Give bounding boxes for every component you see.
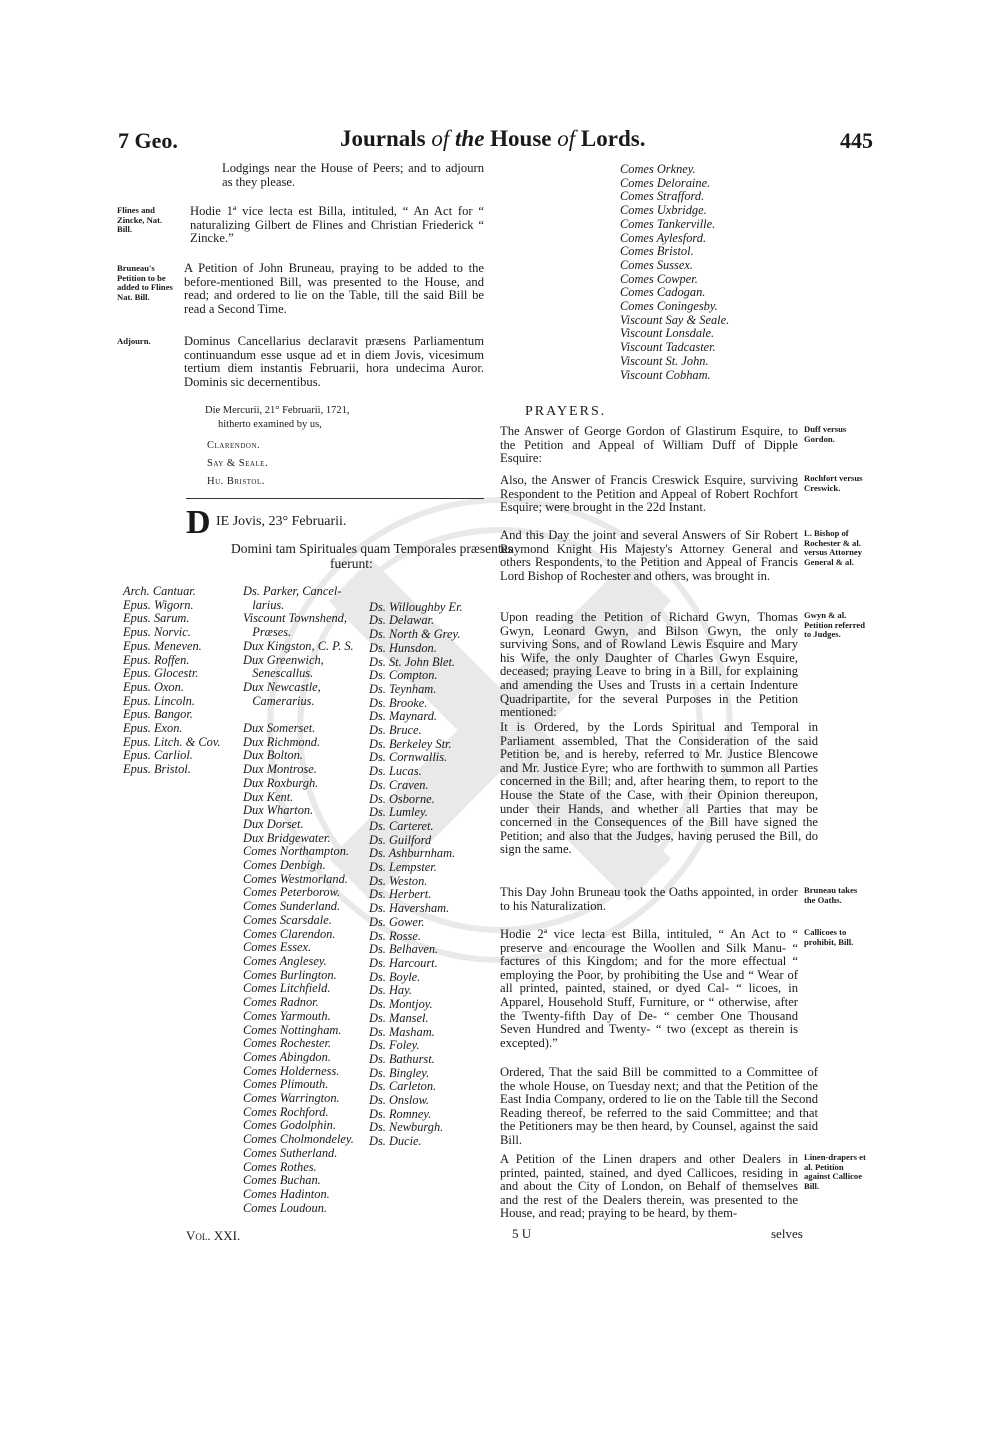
title-lords: Lords. <box>575 126 646 151</box>
peer-name: Comes Strafford. <box>620 189 705 204</box>
section-rule <box>186 498 484 499</box>
drop-cap: D <box>186 504 211 541</box>
peer-name: Ds. Delawar. <box>369 613 435 628</box>
margin-note-linen: Linen-drapers et al. Petition against Callicoe Bill. <box>804 1152 866 1191</box>
peer-name: Dux Dorset. <box>243 816 304 831</box>
adjourn-text: Dominus Cancellarius declaravit præsens Parliamentum continuandum esse usque ad et in diem Jovis, vicesimum tertium diem instantis Februarii, hora undecima Auror. Dominis sic decernentibus. <box>184 334 484 389</box>
peer-name: Comes Abingdon. <box>243 1049 331 1064</box>
date-heading: IE Jovis, 23° Februarii. <box>216 514 347 529</box>
peer-name: Epus. Bristol. <box>123 762 191 777</box>
peer-name: Ds. Craven. <box>369 777 429 792</box>
peer-name: Viscount Lonsdale. <box>620 326 715 341</box>
peer-name: Comes Denbigh. <box>243 858 326 873</box>
peer-name: Epus. Roffen. <box>123 652 190 667</box>
peer-name: Comes Burlington. <box>243 967 337 982</box>
peer-name: Comes Deloraine. <box>620 175 711 190</box>
page-number: 445 <box>840 128 873 153</box>
peer-name: Epus. Exon. <box>123 721 183 736</box>
peer-name: Comes Bristol. <box>620 244 694 259</box>
list-barons <box>369 587 463 1149</box>
running-head-title <box>340 126 645 152</box>
peer-name: Arch. Cantuar. <box>123 584 196 598</box>
peer-name: Epus. Bangor. <box>123 707 193 722</box>
peer-name: Comes Aylesford. <box>620 230 707 245</box>
peer-name: Dux Roxburgh. <box>243 775 319 790</box>
peer-name: Ds. Montjoy. <box>369 997 433 1012</box>
peer-name: Dux Somerset. <box>243 721 316 736</box>
peer-name: Epus. Oxon. <box>123 679 184 694</box>
presentes-line-1: Domini tam Spirituales quam Temporales præsentes <box>231 541 513 556</box>
margin-note-callicoes: Callicoes to prohibit, Bill. <box>804 927 854 947</box>
peer-name: Comes Sussex. <box>620 257 693 272</box>
bruneau-petition-text: A Petition of John Bruneau, praying to be added to the before-mentioned Bill, was presented to the House, and read; and ordered to lie on the Table, till the said Bill be read a Second Time. <box>184 261 484 316</box>
peer-name: Ds. Mansel. <box>369 1010 429 1025</box>
peer-name: Comes Northampton. <box>243 844 350 859</box>
peer-name: Ds. Bingley. <box>369 1065 430 1080</box>
peer-name: Comes Rochford. <box>243 1104 329 1119</box>
peer-name: Comes Litchfield. <box>243 981 331 996</box>
peer-name: Comes Cowper. <box>620 271 698 286</box>
peer-name: Dux Bolton. <box>243 748 303 763</box>
title-of-2: of <box>557 126 576 151</box>
peer-name: Dux Greenwich, <box>243 652 324 667</box>
peer-name: Ds. St. John Blet. <box>369 654 456 669</box>
peer-name: Comes Rochester. <box>243 1036 332 1051</box>
peer-name: Ds. Bruce. <box>369 723 422 738</box>
title-journals: Journals <box>340 126 426 151</box>
peer-name: Comes Westmorland. <box>243 871 348 886</box>
peer-name: Comes Warrington. <box>243 1091 340 1106</box>
peer-name: Ds. Lucas. <box>369 764 422 779</box>
intro-text: Lodgings near the House of Peers; and to adjourn as they please. <box>222 161 484 189</box>
peer-name: Comes Scarsdale. <box>243 912 332 927</box>
peer-name <box>243 708 354 722</box>
peer-name: Ds. Ducie. <box>369 1134 422 1149</box>
margin-note-gwyn: Gwyn & al. Petition referred to Judges. <box>804 610 866 640</box>
peer-name: Comes Holderness. <box>243 1063 340 1078</box>
volume-mark: Vol. XXI. <box>186 1228 241 1243</box>
margin-note-oaths: Bruneau takes the Oaths. <box>804 885 858 905</box>
list-bishops <box>123 585 221 777</box>
peer-name: Comes Hadinton. <box>243 1186 330 1201</box>
peer-name: Ds. Carteret. <box>369 818 434 833</box>
peer-name: Epus. Norvic. <box>123 625 191 640</box>
margin-note-flines: Flines and Zincke, Nat. Bill. <box>117 205 163 235</box>
running-head-regnal: 7 Geo. <box>118 128 178 153</box>
exam-line: hitherto examined by us, <box>218 419 322 430</box>
peer-name: Ds. Lempster. <box>369 860 437 875</box>
peer-name: Ds. Onslow. <box>369 1093 430 1108</box>
peer-name: Ds. Herbert. <box>369 887 432 902</box>
peer-name: Comes Plimouth. <box>243 1077 329 1092</box>
peer-name: Ds. Cornwallis. <box>369 750 448 765</box>
peer-name: Comes Sunderland. <box>243 899 341 914</box>
peer-name: Ds. Berkeley Str. <box>369 736 452 751</box>
peer-name: Ds. Ashburnham. <box>369 846 456 861</box>
peer-name: Comes Cholmondeley. <box>243 1132 354 1147</box>
peer-name: Comes Essex. <box>243 940 312 955</box>
peer-name: Epus. Litch. & Cov. <box>123 734 221 749</box>
peer-name: Comes Tankerville. <box>620 216 716 231</box>
catchword: selves <box>771 1226 803 1241</box>
peer-name: Ds. Weston. <box>369 873 428 888</box>
ordered-judges-text: It is Ordered, by the Lords Spiritual and Temporal in Parliament assembled, That the Consideration of the said Petition be, and is hereby, referred to Mr. Justice Blencowe and Mr. Justice Eyre; who are forthwith to summon all Parties concerned in the Bill; and, after hearing them, to report to the House the State of the Case, with their Opinion thereupon, under their Hands, and whether all Parties that may be concerned in the Consequences of the Bill have signed the Petition; and also that the Judges, having perused the Bill, do sign the same. <box>500 720 818 857</box>
peer-name: Comes Sutherland. <box>243 1145 338 1160</box>
peer-name: Comes Cadogan. <box>620 285 706 300</box>
peer-name: Ds. Compton. <box>369 668 438 683</box>
peer-name: Viscount Cobham. <box>620 367 711 382</box>
peer-name: Ds. Foley. <box>369 1038 420 1053</box>
gwyn-petition-text: Upon reading the Petition of Richard Gwyn, Thomas Gwyn, Leonard Gwyn, and Bilson Gwyn, the only surviving Sons, and of Rowland Lewis Esquire and Mary his Wife, the only Daughter of Charles Gwyn Esquire, deceased; praying Leave to bring in a Bill, for explaining and amending the Uses and Trusts in a certain Indenture Quadripartite, for the several Purposes in the Petition mentioned: <box>500 610 798 720</box>
peer-name <box>369 587 463 601</box>
peer-name: Ds. Rosse. <box>369 928 421 943</box>
peer-name: Ds. Willoughby Er. <box>369 599 463 614</box>
peer-name: Dux Wharton. <box>243 803 314 818</box>
peer-name: Ds. Boyle. <box>369 969 421 984</box>
peer-name: Camerarius. <box>243 693 315 708</box>
peer-name: Ds. Belhaven. <box>369 942 439 957</box>
peer-name: Epus. Sarum. <box>123 611 190 626</box>
peer-name: Epus. Wigorn. <box>123 597 194 612</box>
peer-name: Ds. North & Grey. <box>369 627 461 642</box>
peer-name: Ds. Lumley. <box>369 805 428 820</box>
peer-name: Ds. Teynham. <box>369 681 437 696</box>
signatory-say-seale: Say & Seale. <box>207 458 269 469</box>
peer-name: Epus. Glocestr. <box>123 666 199 681</box>
margin-note-bishop: L. Bishop of Rochester & al. versus Attorney General & al. <box>804 528 862 567</box>
peer-name: Dux Kent. <box>243 789 294 804</box>
peer-name: Ds. Hunsdon. <box>369 640 437 655</box>
peer-name: Dux Montrose. <box>243 762 317 777</box>
committee-order-text: Ordered, That the said Bill be committed to a Committee of the whole House, on Tuesday next; and that the Petition of the East India Company, ordered to lie on the Table till the Second Reading thereof, be referred to the said Committee; and that the Petitioners may be then heard, by Counsel, against the said Bill. <box>500 1065 818 1147</box>
peer-name: Præses. <box>243 625 292 640</box>
peer-name: Comes Yarmouth. <box>243 1008 331 1023</box>
signatory-clarendon: Clarendon. <box>207 440 261 451</box>
peer-name: Ds. Carleton. <box>369 1079 437 1094</box>
peer-name: Ds. Bathurst. <box>369 1051 435 1066</box>
peer-name: Dux Newcastle, <box>243 679 321 694</box>
exam-date: Die Mercurii, 21° Februarii, 1721, <box>205 405 350 416</box>
peer-name: Ds. Haversham. <box>369 901 450 916</box>
bruneau-oaths-text: This Day John Bruneau took the Oaths appointed, in order to his Naturalization. <box>500 885 798 913</box>
peer-name: Comes Peterborow. <box>243 885 341 900</box>
signatory-bristol: Hu. Bristol. <box>207 476 265 487</box>
rochfort-answer-text: Also, the Answer of Francis Creswick Esquire, surviving Respondent to the Petition and Appeal of Robert Rochfort Esquire; were brought in the 22d Instant. <box>500 473 798 515</box>
peer-name: Comes Godolphin. <box>243 1118 336 1133</box>
peer-name: Epus. Carliol. <box>123 748 193 763</box>
peer-name: Ds. Newburgh. <box>369 1120 444 1135</box>
peer-name: Comes Orkney. <box>620 162 696 176</box>
prayers-heading: PRAYERS. <box>525 404 607 419</box>
peer-name: Comes Coningesby. <box>620 299 718 314</box>
peer-name: Epus. Meneven. <box>123 638 202 653</box>
title-of: of <box>425 126 456 151</box>
peer-name: Viscount Townshend, <box>243 611 347 626</box>
peer-name: Ds. Parker, Cancel- <box>243 584 342 598</box>
peer-name: Ds. Gower. <box>369 914 425 929</box>
peer-name: Ds. Hay. <box>369 983 413 998</box>
peer-name: Ds. Harcourt. <box>369 955 438 970</box>
callicoes-bill-text: Hodie 2ª vice lecta est Billa, intituled, “ An Act to “ preserve and encourage the Woollen and Silk Manu- “ factures of this Kingdom; and for the more effectual “ employing the Poor, by prohibiting the Use and “ Wear of all printed, painted, stained, or dyed Cal- “ licoes, in Apparel, Household Stuff, Furniture, or “ otherwise, after the Twenty-fifth Day of De- “ cember One Thousand Seven Hundred and Twenty- “ two (except as therein is excepted).” <box>500 927 798 1050</box>
peer-name: Epus. Lincoln. <box>123 693 195 708</box>
bishop-answer-text: And this Day the joint and several Answers of Sir Robert Raymond Knight His Majesty's Attorney General and others Respondents, to the Petition and Appeal of Francis Lord Bishop of Rochester and others, was brought in. <box>500 528 798 583</box>
peer-name: Comes Anglesey. <box>243 953 327 968</box>
peer-name: Dux Bridgewater. <box>243 830 331 845</box>
peer-name: Senescallus. <box>243 666 314 681</box>
peer-name: Comes Radnor. <box>243 995 319 1010</box>
peer-name: Ds. Brooke. <box>369 695 428 710</box>
peer-name: Comes Buchan. <box>243 1173 321 1188</box>
peer-name: Dux Kingston, C. P. S. <box>243 638 354 653</box>
peer-name: Ds. Masham. <box>369 1024 435 1039</box>
peer-name: Ds. Romney. <box>369 1106 432 1121</box>
presentes-line-2: fuerunt: <box>330 556 373 571</box>
signature-mark: 5 U <box>512 1226 532 1241</box>
peer-name: Ds. Maynard. <box>369 709 438 724</box>
flines-bill-text: Hodie 1ª vice lecta est Billa, intituled, “ An Act for “ naturalizing Gilbert de Flines and Christian Friederick “ Zincke.” <box>190 204 484 246</box>
margin-note-bruneau: Bruneau's Petition to be added to Flines Nat. Bill. <box>117 263 173 302</box>
peer-name: Comes Clarendon. <box>243 926 336 941</box>
peer-name: Comes Uxbridge. <box>620 203 707 218</box>
title-the: the <box>455 126 485 151</box>
duff-answer-text: The Answer of George Gordon of Glastirum Esquire, to the Petition and Appeal of William Duff of Dipple Esquire: <box>500 424 798 466</box>
peer-name: larius. <box>243 597 285 612</box>
peer-name: Ds. Guilford <box>369 832 432 847</box>
peer-name: Viscount St. John. <box>620 353 709 368</box>
title-house: House <box>484 126 558 151</box>
peer-name: Viscount Say & Seale. <box>620 312 730 327</box>
peer-name: Comes Loudoun. <box>243 1200 327 1215</box>
peer-name: Dux Richmond. <box>243 734 321 749</box>
peer-name: Ds. Osborne. <box>369 791 435 806</box>
peer-name: Viscount Tadcaster. <box>620 340 716 355</box>
margin-note-rochfort: Rochfort versus Creswick. <box>804 473 863 493</box>
margin-note-adjourn: Adjourn. <box>117 336 151 346</box>
peer-name: Comes Rothes. <box>243 1159 317 1174</box>
margin-note-duff: Duff versus Gordon. <box>804 424 847 444</box>
list-dukes-earls <box>243 585 354 1215</box>
peer-name: Comes Nottingham. <box>243 1022 342 1037</box>
linen-drapers-petition-text: A Petition of the Linen drapers and other Dealers in printed, painted, stained, and dyed Callicoes, residing in and about the City of London, on Behalf of themselves and the rest of the Dealers therein, was presented to the House, and read; praying to be heard, by them- <box>500 1152 798 1221</box>
list-peers-continued <box>620 163 729 382</box>
